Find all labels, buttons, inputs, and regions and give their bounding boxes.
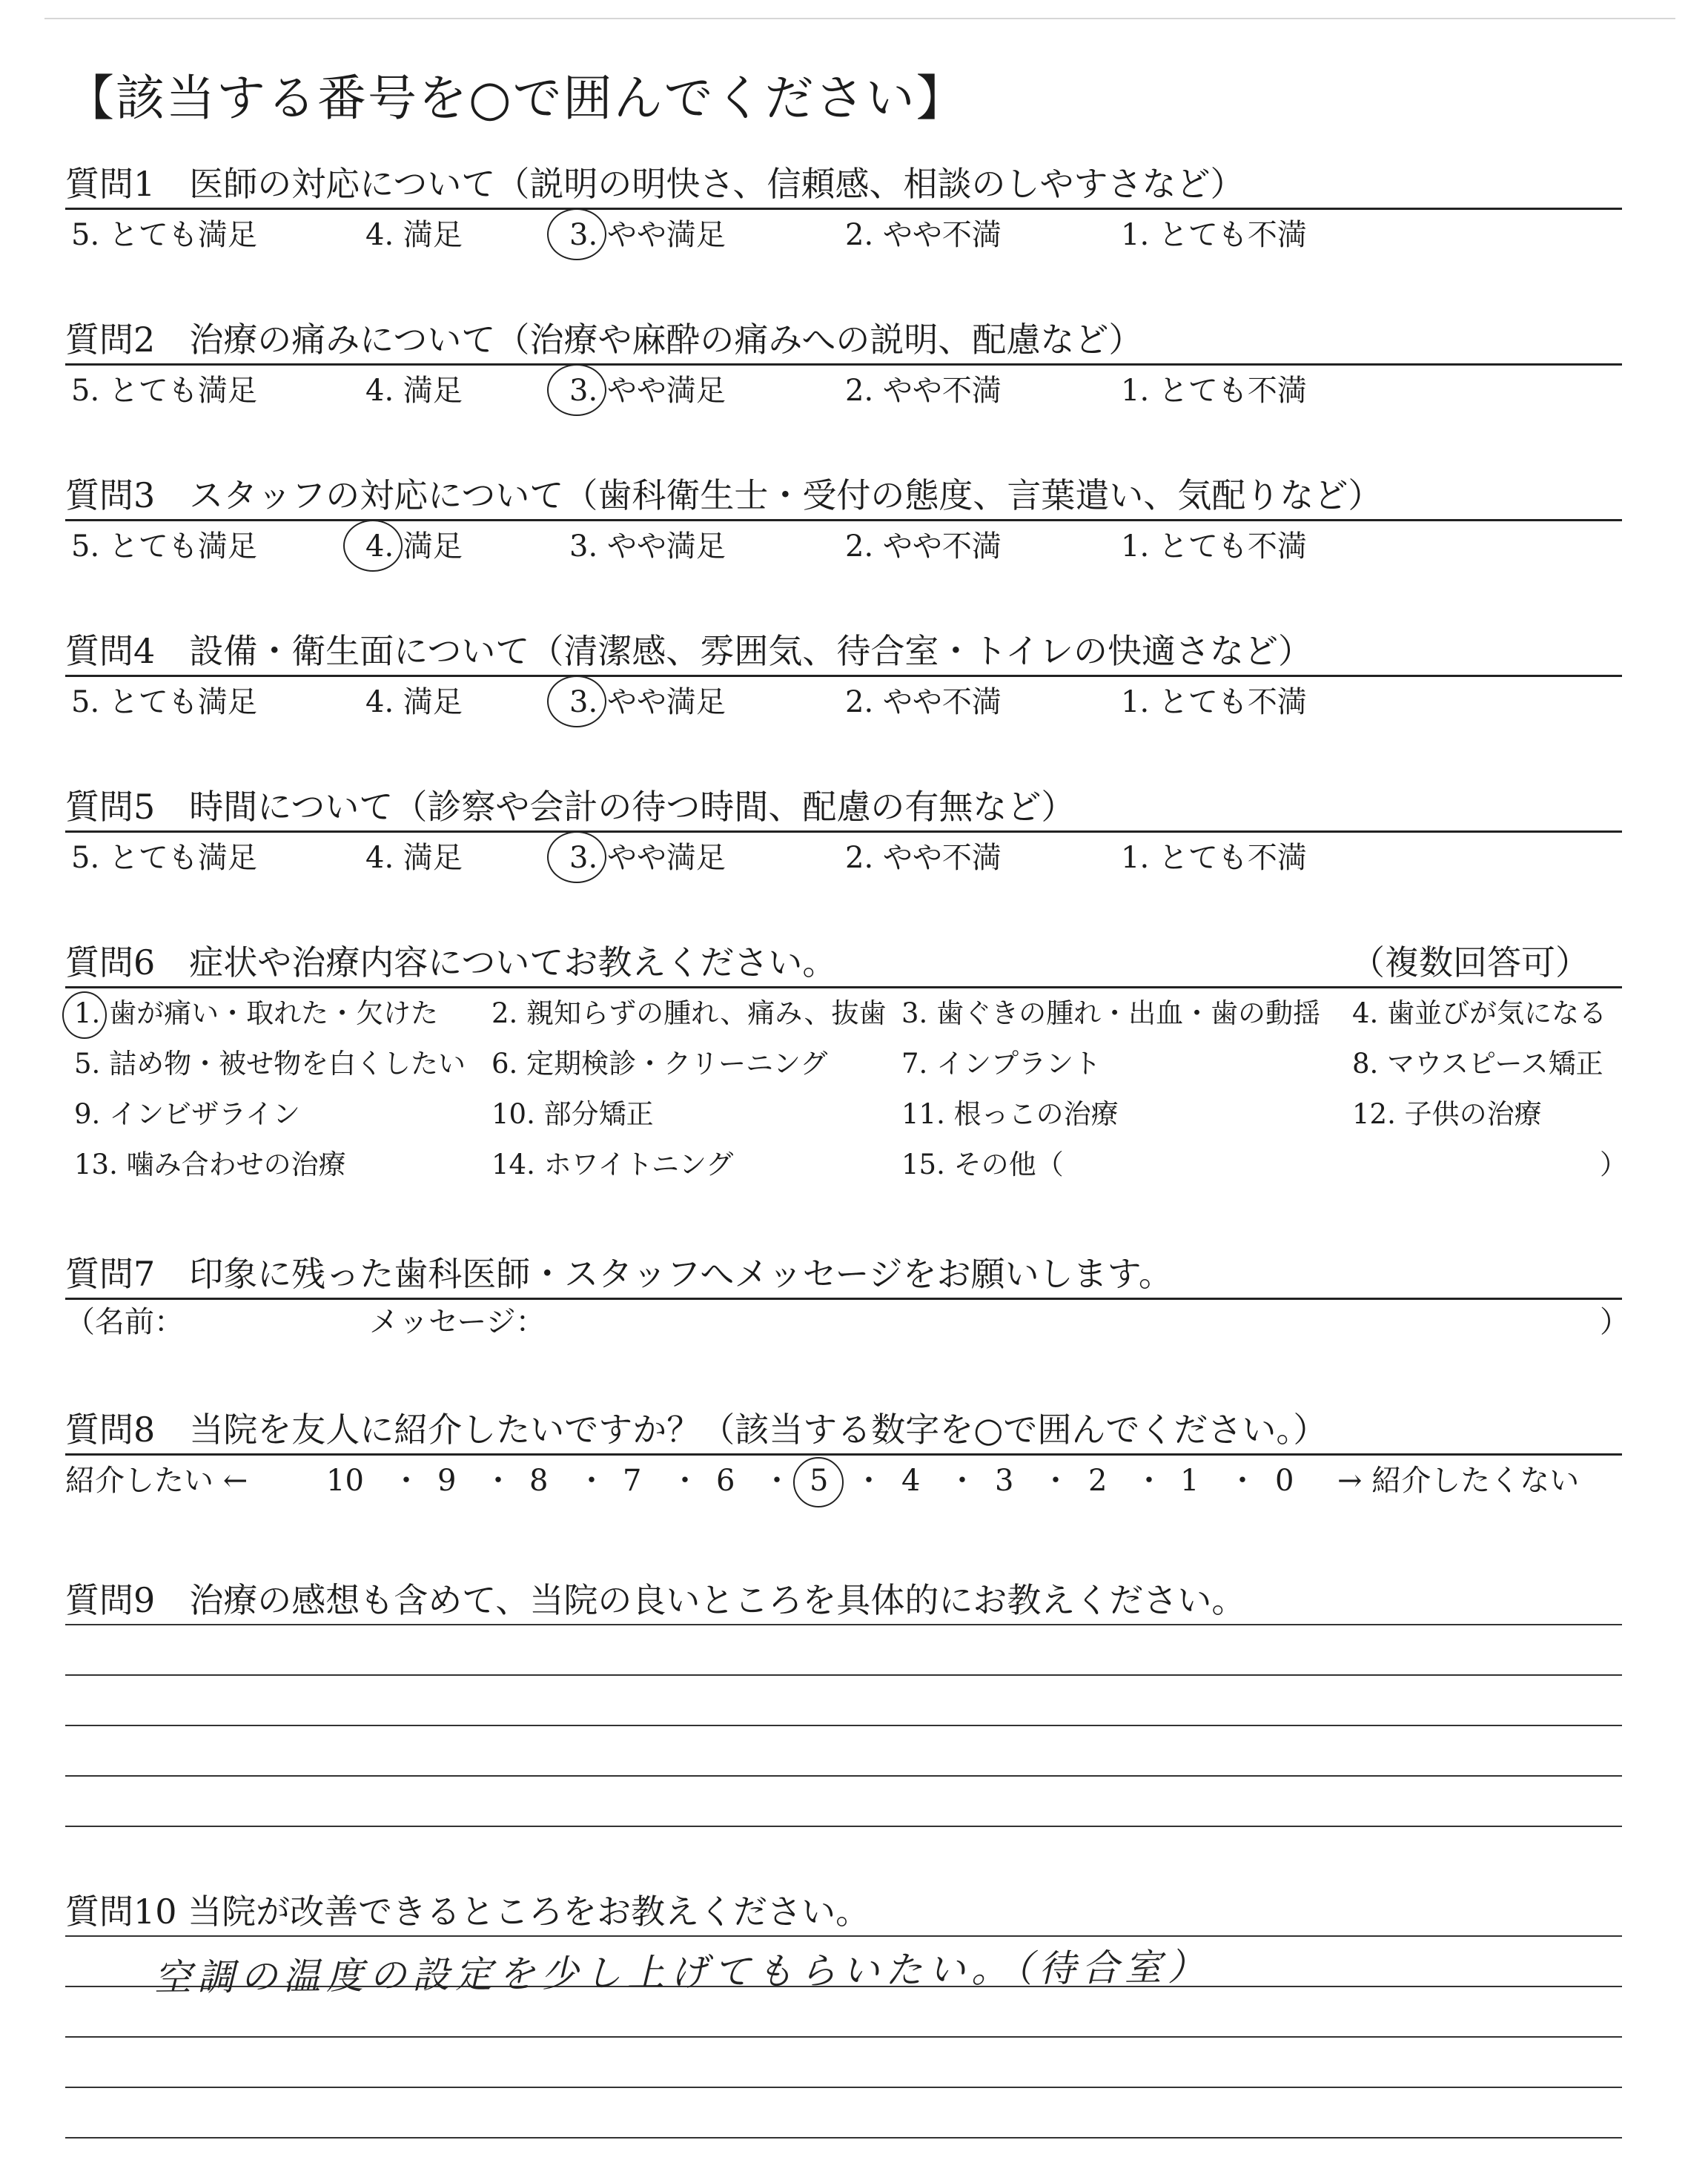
q8-dot: ・ (483, 1464, 513, 1498)
q1-option-3[interactable]: 3. やや満足 (569, 218, 726, 252)
q4-option-4[interactable]: 4. 満足 (365, 685, 463, 719)
question-9 (65, 1578, 1622, 1624)
q5-option-5[interactable]: 5. とても満足 (71, 841, 257, 875)
question-10-title: 質問10 当院が改善できるところをお教えください。 (65, 1892, 870, 1932)
writing-line (65, 1935, 1622, 1937)
q3-option-3[interactable]: 3. やや満足 (569, 529, 726, 564)
q8-score-7[interactable]: 7 (623, 1464, 642, 1498)
page-header: 【該当する番号を○で囲んでください】 (65, 70, 967, 127)
q2-selected-circle (547, 364, 606, 416)
q5-option-4[interactable]: 4. 満足 (365, 841, 463, 875)
writing-line (65, 1775, 1622, 1777)
q8-left-label: 紹介したい ← (65, 1464, 248, 1498)
q8-dot: ・ (947, 1464, 977, 1498)
q5-option-1[interactable]: 1. とても不満 (1121, 841, 1307, 875)
question-3-title: 質問3 スタッフの対応について（歯科衛生士・受付の態度、言葉遣い、気配りなど） (65, 475, 1383, 515)
q8-score-2[interactable]: 2 (1088, 1464, 1108, 1498)
writing-line (65, 1826, 1622, 1827)
question-4-title: 質問4 設備・衛生面について（清潔感、雰囲気、待合室・トイレの快適さなど） (65, 631, 1313, 671)
q2-option-1[interactable]: 1. とても不満 (1121, 374, 1307, 408)
top-edge-line (44, 18, 1675, 19)
question-1-title: 質問1 医師の対応について（説明の明快さ、信頼感、相談のしやすさなど） (65, 164, 1245, 204)
q6-option-12[interactable]: 12. 子供の治療 (1352, 1098, 1542, 1130)
q8-score-6[interactable]: 6 (716, 1464, 735, 1498)
writing-line (65, 1725, 1622, 1726)
question-2-options (65, 366, 1622, 413)
question-2-title: 質問2 治療の痛みについて（治療や麻酔の痛みへの説明、配慮など） (65, 320, 1143, 360)
writing-line (65, 1624, 1622, 1625)
q10-handwritten-answer: 空調の温度の設定を少し上げてもらいたい。（待合室） (153, 1945, 1211, 2000)
q3-selected-circle (343, 520, 403, 572)
q4-selected-circle (547, 676, 606, 727)
q6-selected-circle (62, 991, 107, 1039)
q8-dot: ・ (670, 1464, 700, 1498)
question-6-options (65, 988, 1627, 1196)
q8-score-4[interactable]: 4 (901, 1464, 921, 1498)
question-3-options (65, 521, 1622, 569)
q3-option-1[interactable]: 1. とても不満 (1121, 529, 1307, 564)
q8-dot: ・ (1041, 1464, 1070, 1498)
q6-option-5[interactable]: 5. 詰め物・被せ物を白くしたい (74, 1048, 466, 1080)
question-8-title: 質問8 当院を友人に紹介したいですか？（該当する数字を○で囲んでください。） (65, 1410, 1328, 1450)
q6-option-10[interactable]: 10. 部分矯正 (491, 1098, 654, 1130)
question-7-fields (65, 1300, 1629, 1344)
q7-message-label: メッセージ： (369, 1305, 546, 1339)
q2-option-2[interactable]: 2. やや不満 (845, 374, 1002, 408)
q2-option-5[interactable]: 5. とても満足 (71, 374, 257, 408)
q8-score-8[interactable]: 8 (529, 1464, 549, 1498)
q6-option-11[interactable]: 11. 根っこの治療 (901, 1098, 1119, 1130)
q6-option-4[interactable]: 4. 歯並びが気になる (1352, 997, 1607, 1029)
question-8-scale (65, 1456, 1622, 1503)
question-1 (65, 162, 1622, 257)
writing-line (65, 2087, 1622, 2088)
q8-dot: ・ (391, 1464, 421, 1498)
question-3 (65, 473, 1622, 569)
multiple-answers-hint: （複数回答可） (1351, 942, 1589, 982)
q3-option-5[interactable]: 5. とても満足 (71, 529, 257, 564)
q8-dot: ・ (762, 1464, 792, 1498)
q8-score-1[interactable]: 1 (1180, 1464, 1199, 1498)
q3-option-4[interactable]: 4. 満足 (365, 529, 463, 564)
q3-option-2[interactable]: 2. やや不満 (845, 529, 1002, 564)
q6-option-15-close: ） (1600, 1149, 1627, 1180)
q1-option-1[interactable]: 1. とても不満 (1121, 218, 1307, 252)
q1-selected-circle (547, 208, 606, 260)
question-10 (65, 1889, 1622, 2000)
q8-selected-circle (793, 1457, 844, 1507)
q1-option-2[interactable]: 2. やや不満 (845, 218, 1002, 252)
question-4 (65, 629, 1622, 724)
q6-option-8[interactable]: 8. マウスピース矯正 (1352, 1048, 1603, 1080)
question-6-title: 質問6 症状や治療内容についてお教えください。 (65, 942, 837, 982)
writing-line (65, 2137, 1622, 2138)
q4-option-1[interactable]: 1. とても不満 (1121, 685, 1307, 719)
q8-score-10[interactable]: 10 (326, 1464, 364, 1498)
q6-option-13[interactable]: 13. 噛み合わせの治療 (74, 1149, 346, 1180)
q5-option-2[interactable]: 2. やや不満 (845, 841, 1002, 875)
question-1-options (65, 210, 1622, 257)
q6-option-3[interactable]: 3. 歯ぐきの腫れ・出血・歯の動揺 (901, 997, 1321, 1029)
q4-option-2[interactable]: 2. やや不満 (845, 685, 1002, 719)
q8-dot: ・ (577, 1464, 606, 1498)
q8-score-9[interactable]: 9 (437, 1464, 457, 1498)
q7-close-paren: ） (1600, 1305, 1629, 1339)
q8-dot: ・ (1228, 1464, 1257, 1498)
q4-option-3[interactable]: 3. やや満足 (569, 685, 726, 719)
q5-option-3[interactable]: 3. やや満足 (569, 841, 726, 875)
q5-selected-circle (547, 831, 606, 883)
q1-option-4[interactable]: 4. 満足 (365, 218, 463, 252)
question-2 (65, 317, 1622, 413)
question-5-options (65, 833, 1622, 880)
question-7 (65, 1252, 1629, 1344)
q7-name-label: （名前： (65, 1305, 184, 1339)
q6-option-6[interactable]: 6. 定期検診・クリーニング (491, 1048, 828, 1080)
question-5-title: 質問5 時間について（診察や会計の待つ時間、配慮の有無など） (65, 787, 1076, 827)
q6-option-9[interactable]: 9. インビザライン (74, 1098, 300, 1130)
question-6 (65, 940, 1627, 1196)
q8-right-label: → 紹介したくない (1337, 1464, 1580, 1498)
q6-option-1[interactable]: 1. 歯が痛い・取れた・欠けた (74, 997, 439, 1029)
q6-option-14[interactable]: 14. ホワイトニング (491, 1149, 734, 1180)
question-6-title-row (65, 940, 1622, 986)
writing-line (65, 2036, 1622, 2038)
q8-score-0[interactable]: 0 (1275, 1464, 1294, 1498)
q6-option-15[interactable]: 15. その他（ (901, 1149, 1064, 1180)
q6-option-7[interactable]: 7. インプラント (901, 1048, 1102, 1080)
question-5 (65, 785, 1622, 880)
q8-score-3[interactable]: 3 (995, 1464, 1014, 1498)
q6-option-2[interactable]: 2. 親知らずの腫れ、痛み、抜歯 (491, 997, 887, 1029)
q8-dot: ・ (854, 1464, 884, 1498)
question-7-title: 質問7 印象に残った歯科医師・スタッフへメッセージをお願いします。 (65, 1254, 1173, 1294)
q2-option-4[interactable]: 4. 満足 (365, 374, 463, 408)
q8-dot: ・ (1134, 1464, 1164, 1498)
q2-option-3[interactable]: 3. やや満足 (569, 374, 726, 408)
q8-score-5[interactable]: 5 (810, 1464, 829, 1498)
question-4-options (65, 677, 1622, 724)
question-8 (65, 1407, 1622, 1503)
question-9-title: 質問9 治療の感想も含めて、当院の良いところを具体的にお教えください。 (65, 1580, 1246, 1620)
q1-option-5[interactable]: 5. とても満足 (71, 218, 257, 252)
q4-option-5[interactable]: 5. とても満足 (71, 685, 257, 719)
writing-line (65, 1674, 1622, 1676)
